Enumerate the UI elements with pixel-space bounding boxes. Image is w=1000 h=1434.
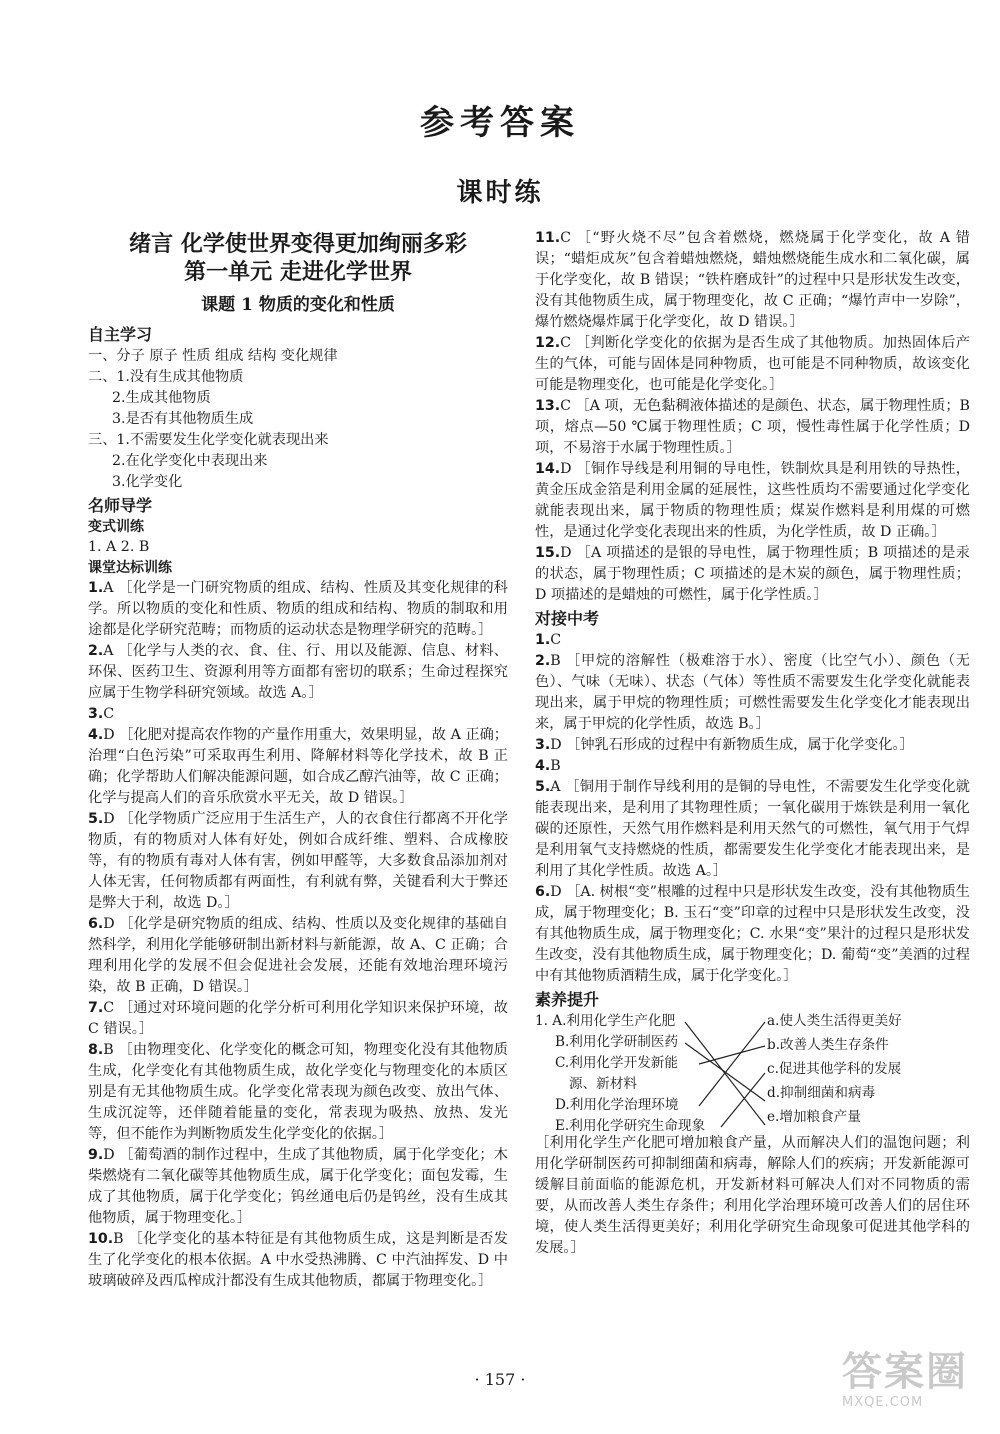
answer-text: D ［A. 树根“变”根雕的过程中只是形状发生改变，没有其他物质生成，属于物理变化；B. 玉石“变”印章的过程中只是形状发生改变，没有其他物质生成，属于物理变化；C. 水果“变”果汁的过程只是形状发生改变，没有其他物质生成，属于物理变化；D. 葡萄“变”美酒的过程中有其他物质酒精生成，属于化学变化。］ [535, 884, 970, 984]
zizhu-heading: 自主学习 [88, 325, 153, 344]
answer-number: 10. [88, 1231, 114, 1247]
answer-text: D ［钟乳石形成的过程中有新物质生成，属于化学变化。］ [550, 737, 914, 753]
answer-text: D ［化学物质广泛应用于生活生产，人的衣食住行都离不开化学物质，有的物质对人体有好处，例如合成纤维、塑料、合成橡胶等，有的物质有毒对人体有害，例如甲醛等，大多数食品添加剂对人体无害，任何物质都有两面性，有利就有弊，关键看利大于弊还是弊大于利，故选 D。］ [88, 811, 508, 911]
match-right-item: a.使人类生活得更美好 [767, 1013, 902, 1029]
right-column [535, 228, 970, 1259]
answer-number: 11. [535, 230, 561, 246]
answer-text: B ［化学变化的基本特征是有其他物质生成，这是判断是否发生了化学变化的根本依据。A 中水受热沸腾、C 中汽油挥发、D 中玻璃破碎及西瓜榨成汁都没有生成其他物质，都属于物理变化。］ [88, 1231, 508, 1289]
answer-number: 12. [535, 335, 561, 351]
watermark-logo [842, 1350, 992, 1430]
answer-item [535, 228, 970, 333]
zizhu-line: 三、1.不需要发生化学变化就表现出来 [88, 432, 329, 448]
match-line-e-c [721, 1073, 765, 1127]
answer-item [88, 1040, 508, 1145]
answer-item [88, 809, 508, 914]
duijie-heading: 对接中考 [535, 609, 600, 628]
answer-text: D ［葡萄酒的制作过程中，生成了其他物质，属于化学变化；木柴燃烧有二氧化碳等其他物质生成，属于化学变化；面包发霉，生成了其他物质，属于化学变化；钨丝通电后仍是钨丝，没有生成其他物质，属于物理变化。］ [88, 1147, 508, 1226]
zizhu-line: 2.在化学变化中表现出来 [112, 453, 268, 469]
match-left-item: C.利用化学开发新能 [555, 1055, 678, 1071]
suyang-heading: 素养提升 [535, 990, 600, 1009]
answer-number: 6. [88, 916, 104, 932]
answer-item [535, 396, 970, 459]
match-right-item: c.促进其他学科的发展 [767, 1061, 902, 1077]
answer-number: 14. [535, 461, 561, 477]
zizhu-line: 一、分子 原子 性质 组成 结构 变化规律 [88, 348, 338, 364]
answer-text: D ［A 项描述的是银的导电性，属于物理性质；B 项描述的是汞的状态，属于物理性质；C 项描述的是木炭的颜色，属于物理性质；D 项描述的是蜡烛的可燃性，属于化学性质。］ [535, 545, 970, 603]
match-left-item: 源、新材料 [569, 1076, 637, 1092]
answer-item [535, 777, 970, 882]
answer-number: 15. [535, 545, 561, 561]
answer-text: C ［判断化学变化的依据为是否生成了其他物质。加热固体后产生的气体，可能与固体是同种物质，也可能是不同种物质，故该变化可能是物理变化，也可能是化学变化。］ [535, 335, 970, 393]
answer-item [88, 1229, 508, 1292]
answer-number: 9. [88, 1147, 104, 1163]
answer-item [88, 578, 508, 641]
section-subtitle: 课时练 [456, 178, 544, 208]
answer-number: 13. [535, 398, 561, 414]
answer-number: 4. [88, 727, 104, 743]
answer-item [535, 630, 970, 651]
answer-number: 4. [535, 758, 551, 774]
left-column [88, 228, 508, 1292]
answer-text: B ［甲烷的溶解性（极难溶于水）、密度（比空气小）、颜色（无色）、气味（无味）、状态（气体）等性质不需要发生化学变化就能表现出来，属于甲烷的物理性质；可燃性需要发生化学变化才能表现出来，属于甲烷的化学性质，故选 B。］ [535, 653, 970, 732]
duijie-answer-list [535, 630, 970, 987]
match-left-item: B.利用化学研制医药 [555, 1034, 679, 1050]
answer-item [88, 998, 508, 1040]
watermark-text: 答案圈 [842, 1349, 968, 1395]
match-left-item: D.利用化学治理环境 [555, 1097, 679, 1113]
match-right-item: d.抑制细菌和病毒 [767, 1085, 876, 1101]
answer-item [535, 651, 970, 735]
ketang-answer-list [88, 578, 508, 1292]
zizhu-line: 2.生成其他物质 [112, 390, 211, 406]
page-number: · 157 · [474, 1370, 526, 1389]
answer-text: D ［化学是研究物质的组成、结构、性质以及变化规律的基础自然科学，利用化学能够研制出新材料与新能源，故 A、C 正确；合理利用化学的发展不但会促进社会发展，还能有效地治理环境污染，故 B 正确，D 错误。］ [88, 916, 508, 995]
answer-text: A ［化学与人类的衣、食、住、行、用以及能源、信息、材料、环保、医药卫生、资源利用等方面都有密切的联系；生命过程探究应属于生物学科研究领域。故选 A。］ [88, 643, 508, 701]
match-right-item: b.改善人类生存条件 [767, 1037, 889, 1053]
answer-text: B [550, 758, 561, 774]
zizhu-line: 3.是否有其他物质生成 [112, 411, 254, 427]
answer-item [88, 704, 508, 725]
answer-text: C [103, 706, 115, 722]
answer-item [535, 459, 970, 543]
match-lines [535, 1011, 975, 1133]
prologue-heading: 绪言 化学使世界变得更加绚丽多彩 [129, 231, 467, 257]
answer-item [535, 543, 970, 606]
answer-item [535, 756, 970, 777]
answer-item [535, 735, 970, 756]
mingshi-heading: 名师导学 [88, 496, 153, 515]
answer-text: A ［铜用于制作导线利用的是铜的导电性，不需要发生化学变化就能表现出来，是利用了其物理性质；一氧化碳用于炼铁是利用一氧化碳的还原性，天然气用作燃料是利用天然气的可燃性，氧气用于气焊是利用氧气支持燃烧的性质，都需要发生化学变化才能表现出来，是利用了其化学性质。故选 A。］ [535, 779, 970, 879]
match-right-item: e.增加粮食产量 [767, 1109, 861, 1125]
matching-exercise [535, 1011, 970, 1133]
unit-heading: 第一单元 走进化学世界 [184, 259, 412, 285]
answer-number: 3. [88, 706, 104, 722]
answer-text: B ［由物理变化、化学变化的概念可知，物理变化没有其他物质生成，化学变化有其他物质生成，故化学变化与物理变化的本质区别是有无其他物质生成。化学变化常表现为颜色改变、放出气体、生成沉淀等，还伴随着能量的变化，常表现为吸热、放热、发光等，但不能作为判断物质发生化学变化的依据。］ [88, 1042, 508, 1142]
answer-number: 1. [88, 580, 104, 596]
match-explanation: ［利用化学生产化肥可增加粮食产量，从而解决人们的温饱问题；利用化学研制医药可抑制细菌和病毒，解除人们的疾病；开发新能源可缓解目前面临的能源危机，开发新材料可解决人们对不同物质的需要，从而改善人类生存条件；利用化学治理环境可改善人们的居住环境，使人类生活得更美好；利用化学研究生命现象可促进其他学科的发展。］ [535, 1135, 970, 1256]
answer-item [88, 725, 508, 809]
answer-number: 5. [535, 779, 551, 795]
answer-item [88, 914, 508, 998]
answer-item [88, 641, 508, 704]
match-left-item: E.利用化学研究生命现象 [555, 1118, 706, 1134]
answer-item [535, 333, 970, 396]
answer-number: 6. [535, 884, 551, 900]
answer-number: 8. [88, 1042, 104, 1058]
answer-text: A ［化学是一门研究物质的组成、结构、性质及其变化规律的科学。所以物质的变化和性质、物质的组成和结构、物质的制取和用途都是化学研究范畴；而物质的运动状态是物理学研究的范畴。］ [88, 580, 508, 638]
answer-item [535, 882, 970, 987]
ketang-answer-list-cont [535, 228, 970, 606]
lesson-heading: 课题 1 物质的变化和性质 [201, 295, 395, 315]
answer-text: C ［通过对环境问题的化学分析可利用化学知识来保护环境，故 C 错误。］ [88, 1000, 508, 1037]
answer-text: C ［A 项，无色黏稠液体描述的是颜色、状态，属于物理性质；B 项，熔点—50 ℃属于物理性质；C 项，慢性毒性属于化学性质；D 项，不易溶于水属于物理性质。］ [535, 398, 970, 456]
answer-number: 1. [535, 632, 551, 648]
answer-item [88, 1145, 508, 1229]
bianshi-answers: 1. A 2. B [88, 539, 150, 555]
zizhu-line: 3.化学变化 [112, 474, 183, 490]
zizhu-line: 二、1.没有生成其他物质 [88, 369, 244, 385]
bianshi-heading: 变式训练 [88, 519, 144, 535]
match-left-item: 1. A.利用化学生产化肥 [535, 1013, 676, 1029]
answer-text: D ［铜作导线是利用铜的导电性，铁制炊具是利用铁的导热性，黄金压成金箔是利用金属的延展性，这些性质均不需要通过化学变化就能表现出来，属于物质的物理性质；煤炭作燃料是利用煤的可燃性，是通过化学变化表现出来的性质，为化学性质，故 D 正确。］ [535, 461, 970, 540]
answer-number: 2. [535, 653, 551, 669]
page-title: 参考答案 [420, 103, 580, 143]
answer-text: D ［化肥对提高农作物的产量作用重大，效果明显，故 A 正确；治理“白色污染”可采取再生利用、降解材料等化学技术，故 B 正确；化学帮助人们解决能源问题，如合成乙醇汽油等，故 C 正确；化学与提高人们的音乐欣赏水平无关，故 D 错误。］ [88, 727, 508, 806]
ketang-heading: 课堂达标训练 [88, 560, 172, 576]
answer-text: C ［“野火烧不尽”包含着燃烧，燃烧属于化学变化，故 A 错误；“蜡炬成灰”包含着蜡烛燃烧，蜡烛燃烧能生成水和二氧化碳，属于化学变化，故 B 错误；“铁杵磨成针”的过程中只是形状发生改变，没有其他物质生成，属于物理变化，故 C 正确；“爆竹声中一岁除”，爆竹燃烧爆炸属于化学变化，故 D 错误。］ [535, 230, 970, 330]
answer-number: 7. [88, 1000, 104, 1016]
watermark-url: MXQE.COM [842, 1395, 924, 1410]
answer-number: 3. [535, 737, 551, 753]
answer-number: 2. [88, 643, 104, 659]
answer-number: 5. [88, 811, 104, 827]
answer-text: C [550, 632, 562, 648]
match-line-c-b [699, 1046, 765, 1064]
